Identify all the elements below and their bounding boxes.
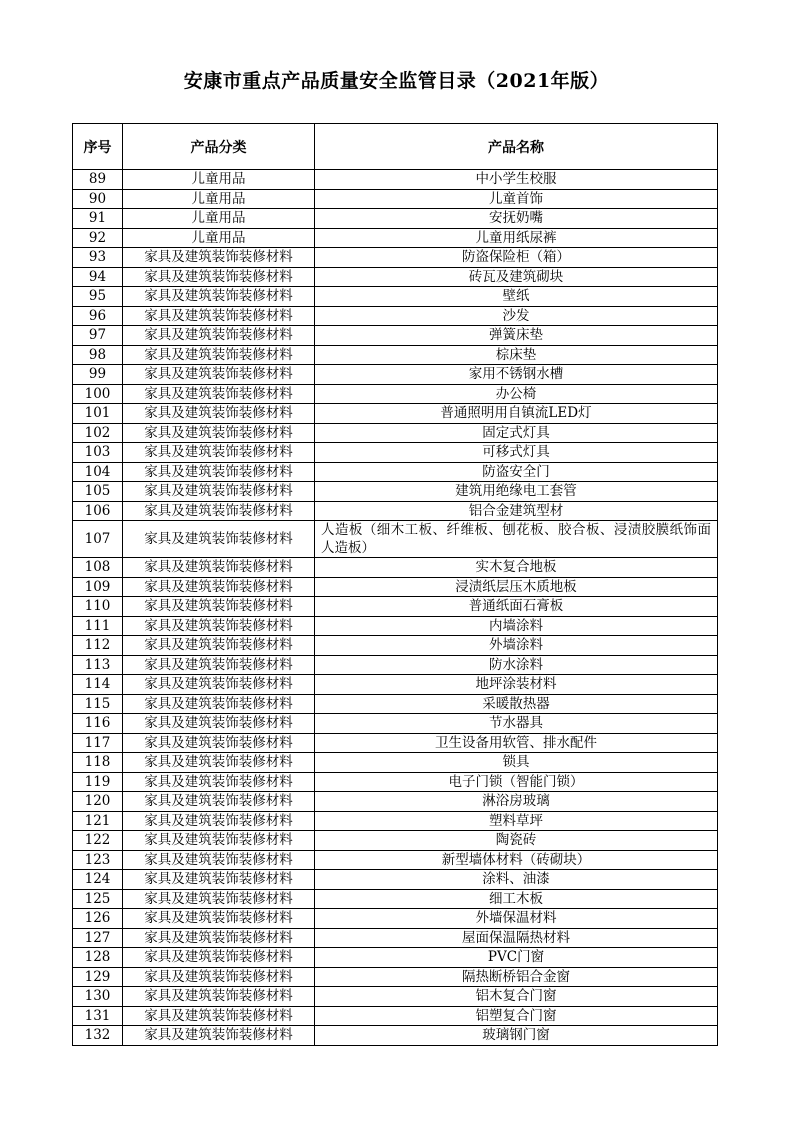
row-category-cell: 家具及建筑装饰装修材料 <box>123 501 315 521</box>
table-body <box>73 170 718 1046</box>
row-name-cell: 铝合金建筑型材 <box>315 501 718 521</box>
table-row <box>73 423 718 443</box>
row-number-cell: 104 <box>73 462 123 482</box>
row-category-cell: 家具及建筑装饰装修材料 <box>123 345 315 365</box>
table-row <box>73 443 718 463</box>
row-number-cell: 116 <box>73 714 123 734</box>
row-name-cell: 细工木板 <box>315 889 718 909</box>
table-row <box>73 928 718 948</box>
table-row <box>73 326 718 346</box>
row-category-cell: 家具及建筑装饰装修材料 <box>123 521 315 558</box>
row-category-cell: 家具及建筑装饰装修材料 <box>123 577 315 597</box>
row-number-cell: 101 <box>73 404 123 424</box>
row-name-cell: 建筑用绝缘电工套管 <box>315 482 718 502</box>
table-row <box>73 675 718 695</box>
row-name-cell: 内墙涂料 <box>315 616 718 636</box>
row-number-cell: 109 <box>73 577 123 597</box>
table-row <box>73 345 718 365</box>
row-number-cell: 120 <box>73 792 123 812</box>
row-name-cell: 涂料、油漆 <box>315 870 718 890</box>
row-name-cell: 安抚奶嘴 <box>315 209 718 229</box>
table-row <box>73 850 718 870</box>
row-number-cell: 122 <box>73 831 123 851</box>
row-category-cell: 家具及建筑装饰装修材料 <box>123 326 315 346</box>
row-name-cell: 浸渍纸层压木质地板 <box>315 577 718 597</box>
header-category: 产品分类 <box>123 124 315 170</box>
table-row <box>73 287 718 307</box>
row-category-cell: 儿童用品 <box>123 228 315 248</box>
row-name-cell: 棕床垫 <box>315 345 718 365</box>
header-name: 产品名称 <box>315 124 718 170</box>
row-name-cell: 实木复合地板 <box>315 558 718 578</box>
row-number-cell: 132 <box>73 1026 123 1046</box>
row-name-cell: 儿童首饰 <box>315 189 718 209</box>
table-row <box>73 889 718 909</box>
header-no: 序号 <box>73 124 123 170</box>
row-number-cell: 89 <box>73 170 123 190</box>
row-name-cell: 卫生设备用软管、排水配件 <box>315 733 718 753</box>
row-name-cell: 新型墙体材料（砖砌块） <box>315 850 718 870</box>
row-name-cell: 地坪涂装材料 <box>315 675 718 695</box>
row-name-cell: 家用不锈钢水槽 <box>315 365 718 385</box>
row-category-cell: 家具及建筑装饰装修材料 <box>123 850 315 870</box>
row-category-cell: 家具及建筑装饰装修材料 <box>123 909 315 929</box>
row-number-cell: 127 <box>73 928 123 948</box>
row-category-cell: 家具及建筑装饰装修材料 <box>123 733 315 753</box>
row-category-cell: 家具及建筑装饰装修材料 <box>123 597 315 617</box>
row-name-cell: 外墙涂料 <box>315 636 718 656</box>
row-name-cell: 办公椅 <box>315 384 718 404</box>
document-title: 安康市重点产品质量安全监管目录（2021年版） <box>183 70 610 92</box>
row-name-cell: 防水涂料 <box>315 655 718 675</box>
row-number-cell: 105 <box>73 482 123 502</box>
table-row <box>73 655 718 675</box>
row-number-cell: 108 <box>73 558 123 578</box>
row-number-cell: 118 <box>73 753 123 773</box>
row-category-cell: 家具及建筑装饰装修材料 <box>123 987 315 1007</box>
row-name-cell: 电子门锁（智能门锁） <box>315 772 718 792</box>
table-row <box>73 792 718 812</box>
table-row <box>73 189 718 209</box>
row-number-cell: 111 <box>73 616 123 636</box>
row-category-cell: 家具及建筑装饰装修材料 <box>123 306 315 326</box>
row-number-cell: 123 <box>73 850 123 870</box>
row-number-cell: 113 <box>73 655 123 675</box>
row-number-cell: 125 <box>73 889 123 909</box>
row-name-cell: 节水器具 <box>315 714 718 734</box>
row-name-cell: 防盗保险柜（箱） <box>315 248 718 268</box>
row-number-cell: 96 <box>73 306 123 326</box>
row-category-cell: 家具及建筑装饰装修材料 <box>123 694 315 714</box>
table-row <box>73 482 718 502</box>
row-number-cell: 121 <box>73 811 123 831</box>
table-row <box>73 365 718 385</box>
row-name-cell: 可移式灯具 <box>315 443 718 463</box>
table-row <box>73 753 718 773</box>
table-row <box>73 948 718 968</box>
row-number-cell: 119 <box>73 772 123 792</box>
table-row <box>73 831 718 851</box>
row-number-cell: 110 <box>73 597 123 617</box>
row-name-text: 人造板（细木工板、纤维板、刨花板、胶合板、浸渍胶膜纸饰面人造板） <box>321 522 711 556</box>
row-category-cell: 家具及建筑装饰装修材料 <box>123 636 315 656</box>
table-row <box>73 870 718 890</box>
row-name-cell: 砖瓦及建筑砌块 <box>315 267 718 287</box>
table-row <box>73 170 718 190</box>
row-name-cell: 防盗安全门 <box>315 462 718 482</box>
table-row <box>73 558 718 578</box>
row-name-cell: 隔热断桥铝合金窗 <box>315 967 718 987</box>
row-category-cell: 家具及建筑装饰装修材料 <box>123 404 315 424</box>
table-row <box>73 248 718 268</box>
row-name-cell: 普通纸面石膏板 <box>315 597 718 617</box>
row-category-cell: 家具及建筑装饰装修材料 <box>123 714 315 734</box>
table-row <box>73 987 718 1007</box>
row-number-cell: 115 <box>73 694 123 714</box>
row-category-cell: 儿童用品 <box>123 209 315 229</box>
row-name-cell: 铝塑复合门窗 <box>315 1006 718 1026</box>
row-category-cell: 家具及建筑装饰装修材料 <box>123 1006 315 1026</box>
table-row <box>73 384 718 404</box>
row-number-cell: 114 <box>73 675 123 695</box>
row-category-cell: 家具及建筑装饰装修材料 <box>123 870 315 890</box>
table-row <box>73 967 718 987</box>
row-number-cell: 98 <box>73 345 123 365</box>
row-name-cell: 中小学生校服 <box>315 170 718 190</box>
row-number-cell: 106 <box>73 501 123 521</box>
row-category-cell: 家具及建筑装饰装修材料 <box>123 967 315 987</box>
table-row <box>73 306 718 326</box>
row-name-cell: 固定式灯具 <box>315 423 718 443</box>
row-category-cell: 家具及建筑装饰装修材料 <box>123 1026 315 1046</box>
row-number-cell: 102 <box>73 423 123 443</box>
row-category-cell: 家具及建筑装饰装修材料 <box>123 558 315 578</box>
row-category-cell: 家具及建筑装饰装修材料 <box>123 443 315 463</box>
row-category-cell: 家具及建筑装饰装修材料 <box>123 811 315 831</box>
row-number-cell: 130 <box>73 987 123 1007</box>
table-row <box>73 577 718 597</box>
table-row <box>73 714 718 734</box>
row-category-cell: 家具及建筑装饰装修材料 <box>123 482 315 502</box>
row-number-cell: 95 <box>73 287 123 307</box>
table-row <box>73 404 718 424</box>
table-row <box>73 909 718 929</box>
row-category-cell: 家具及建筑装饰装修材料 <box>123 462 315 482</box>
row-number-cell: 99 <box>73 365 123 385</box>
table-row <box>73 636 718 656</box>
row-name-cell: 儿童用纸尿裤 <box>315 228 718 248</box>
table-row <box>73 694 718 714</box>
table-row <box>73 811 718 831</box>
row-category-cell: 家具及建筑装饰装修材料 <box>123 423 315 443</box>
row-number-cell: 91 <box>73 209 123 229</box>
table-row <box>73 521 718 558</box>
table-row <box>73 501 718 521</box>
table-header-row <box>73 124 718 170</box>
table-row <box>73 772 718 792</box>
row-name-cell: 弹簧床垫 <box>315 326 718 346</box>
row-category-cell: 家具及建筑装饰装修材料 <box>123 365 315 385</box>
row-number-cell: 92 <box>73 228 123 248</box>
table-row <box>73 1026 718 1046</box>
table-row <box>73 733 718 753</box>
row-category-cell: 家具及建筑装饰装修材料 <box>123 248 315 268</box>
row-number-cell: 128 <box>73 948 123 968</box>
row-number-cell: 90 <box>73 189 123 209</box>
row-number-cell: 107 <box>73 521 123 558</box>
row-name-cell: 陶瓷砖 <box>315 831 718 851</box>
row-category-cell: 家具及建筑装饰装修材料 <box>123 675 315 695</box>
row-category-cell: 家具及建筑装饰装修材料 <box>123 287 315 307</box>
table-row <box>73 1006 718 1026</box>
row-name-cell: 采暖散热器 <box>315 694 718 714</box>
row-category-cell: 家具及建筑装饰装修材料 <box>123 753 315 773</box>
row-category-cell: 儿童用品 <box>123 170 315 190</box>
row-number-cell: 93 <box>73 248 123 268</box>
row-name-cell: 塑料草坪 <box>315 811 718 831</box>
row-number-cell: 124 <box>73 870 123 890</box>
row-number-cell: 103 <box>73 443 123 463</box>
row-number-cell: 100 <box>73 384 123 404</box>
table-row <box>73 597 718 617</box>
row-name-cell: 普通照明用自镇流LED灯 <box>315 404 718 424</box>
table-row <box>73 228 718 248</box>
row-name-cell: 锁具 <box>315 753 718 773</box>
row-category-cell: 儿童用品 <box>123 189 315 209</box>
row-name-cell: 壁纸 <box>315 287 718 307</box>
row-category-cell: 家具及建筑装饰装修材料 <box>123 616 315 636</box>
row-name-cell: 外墙保温材料 <box>315 909 718 929</box>
row-category-cell: 家具及建筑装饰装修材料 <box>123 928 315 948</box>
row-category-cell: 家具及建筑装饰装修材料 <box>123 948 315 968</box>
product-table <box>72 123 718 1046</box>
table-row <box>73 209 718 229</box>
row-name-cell: 玻璃钢门窗 <box>315 1026 718 1046</box>
row-name-cell <box>315 521 718 558</box>
row-category-cell: 家具及建筑装饰装修材料 <box>123 831 315 851</box>
table-row <box>73 462 718 482</box>
row-name-cell: 淋浴房玻璃 <box>315 792 718 812</box>
table-row <box>73 267 718 287</box>
row-name-cell: 屋面保温隔热材料 <box>315 928 718 948</box>
row-number-cell: 126 <box>73 909 123 929</box>
row-number-cell: 94 <box>73 267 123 287</box>
row-number-cell: 97 <box>73 326 123 346</box>
row-number-cell: 112 <box>73 636 123 656</box>
row-category-cell: 家具及建筑装饰装修材料 <box>123 772 315 792</box>
row-category-cell: 家具及建筑装饰装修材料 <box>123 267 315 287</box>
row-number-cell: 117 <box>73 733 123 753</box>
row-category-cell: 家具及建筑装饰装修材料 <box>123 384 315 404</box>
row-number-cell: 131 <box>73 1006 123 1026</box>
row-category-cell: 家具及建筑装饰装修材料 <box>123 792 315 812</box>
row-name-cell: 铝木复合门窗 <box>315 987 718 1007</box>
row-number-cell: 129 <box>73 967 123 987</box>
row-category-cell: 家具及建筑装饰装修材料 <box>123 655 315 675</box>
table-row <box>73 616 718 636</box>
row-name-cell: PVC门窗 <box>315 948 718 968</box>
row-category-cell: 家具及建筑装饰装修材料 <box>123 889 315 909</box>
row-name-cell: 沙发 <box>315 306 718 326</box>
